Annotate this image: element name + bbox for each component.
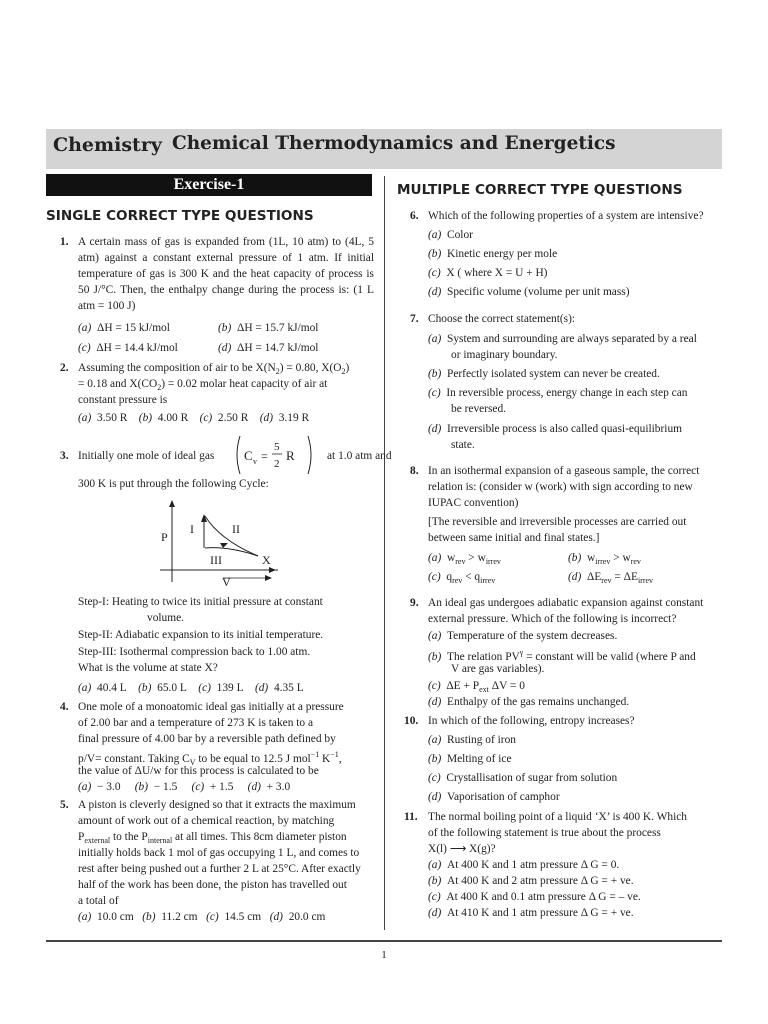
option-a: (a) Rusting of iron [428, 734, 516, 746]
option-c: (c) At 400 K and 0.1 atm pressure Δ G = – ve. [428, 891, 641, 903]
chapter-title: Chemical Thermodynamics and Energetics [172, 133, 616, 154]
option-a: (a) System and surrounding are always separated by a real [428, 333, 697, 345]
question-text-line: In which of the following, entropy increases? [428, 715, 635, 727]
option-c: (c) $\Delta E + P_{ext}$ ΔV = 0 [428, 680, 525, 694]
option-b: (b) ΔH = 15.7 kJ/mol [218, 322, 319, 334]
cv-subscript: v [253, 457, 257, 466]
fraction-denominator: 2 [274, 458, 280, 470]
option-b: (b) The relation $PV^\gamma$ = constant will be valid (where P and [428, 648, 696, 663]
column-divider [384, 176, 385, 930]
question-text-line: the value of ΔU/w for this process is calculated to be [78, 765, 319, 777]
question-number: 10. [404, 715, 419, 727]
option-c: (c) $q_{rev} < q_{irrev}$ [428, 571, 496, 585]
label-x: X [262, 553, 271, 567]
option-a: (a) $w_{rev} > w_{irrev}$ [428, 552, 501, 566]
cv-expression [234, 434, 314, 476]
option-a: (a) Color [428, 229, 473, 241]
question-text-line: at 1.0 atm and [327, 450, 392, 462]
step-1: Step-I: Heating to twice its initial pressure at constant [78, 596, 323, 608]
question-text-line: between same initial and final states.] [428, 532, 600, 544]
option-c: (c) ΔH = 14.4 kJ/mol [78, 342, 178, 354]
question-number: 2. [60, 362, 69, 374]
page-number: 1 [381, 949, 387, 961]
question-text-line: amount of work out of a chemical reaction, by matching [78, 815, 335, 827]
r-symbol: R [286, 448, 295, 463]
question-text-line: of 2.00 bar and a temperature of 273 K is taken to a [78, 717, 314, 729]
question-text-line: external pressure. Which of the following is incorrect? [428, 613, 677, 625]
question-number: 3. [60, 450, 69, 462]
question-text-line: final pressure of 4.00 bar by a reversible path defined by [78, 733, 336, 745]
question-number: 6. [410, 210, 419, 222]
question-text-line: In an isothermal expansion of a gaseous sample, the correct [428, 465, 700, 477]
question-text-line: IUPAC convention) [428, 497, 519, 509]
exercise-title: Exercise-1 [46, 174, 372, 196]
options-row: (a) 40.4 L (b) 65.0 L (c) 139 L (d) 4.35 L [78, 682, 304, 694]
question-number: 4. [60, 701, 69, 713]
question-number: 7. [410, 313, 419, 325]
question-ask: What is the volume at state X? [78, 662, 218, 674]
question-text-line: X(l) ⟶ X(g)? [428, 843, 496, 855]
option-b: (b) At 400 K and 2 atm pressure Δ G = + ve. [428, 875, 634, 887]
question-text-line: half of the work has been done, the piston has travelled out [78, 879, 347, 891]
options-row: (a) 10.0 cm (b) 11.2 cm (c) 14.5 cm (d) 20.0 cm [78, 911, 326, 923]
question-text-line: Assuming the composition of air to be $X(N_2) = 0.80$, $X(O_2)$ [78, 362, 350, 376]
question-number: 11. [404, 811, 418, 823]
option-c-cont: be reversed. [451, 403, 507, 415]
question-text-line: [The reversible and irreversible processes are carried out [428, 516, 687, 528]
question-number: 9. [410, 597, 419, 609]
pv-cycle-diagram [150, 500, 280, 590]
question-text-line: One mole of a monoatomic ideal gas initially at a pressure [78, 701, 344, 713]
options-row: (a) − 3.0 (b) − 1.5 (c) + 1.5 (d) + 3.0 [78, 781, 291, 793]
question-text-line: initially holds back 1 mol of gas occupying 1 L, and comes to [78, 847, 360, 859]
axis-label-v: V [222, 575, 231, 589]
label-iii: III [210, 553, 222, 567]
question-text-line: $P_{external}$ to the $P_{internal}$ at all times. This 8cm diameter piston [78, 831, 347, 845]
option-c: (c) Crystallisation of sugar from solution [428, 772, 618, 784]
left-section-title: SINGLE CORRECT TYPE QUESTIONS [46, 208, 314, 224]
cv-symbol: C [244, 448, 253, 463]
option-d-cont: state. [451, 439, 475, 451]
option-a: (a) At 400 K and 1 atm pressure Δ G = 0. [428, 859, 620, 871]
chapter-header [46, 129, 722, 169]
question-number: 5. [60, 799, 69, 811]
options-row: (a) 3.50 R (b) 4.00 R (c) 2.50 R (d) 3.19 R [78, 412, 310, 424]
question-text-line: 300 K is put through the following Cycle: [78, 478, 269, 490]
question-text: A certain mass of gas is expanded from (1L, 10 atm) to (4L, 5 atm) against a constant external pressure of 1 atm. If initial temperature of gas is 300 K and the heat capacity of process is 50 J/°C. Then, the enthalpy change during the process is: (1 L atm = 100 J) [78, 236, 374, 312]
question-text-line: a total of [78, 895, 119, 907]
option-d: (d) $\Delta E_{rev} = \Delta E_{irrev}$ [568, 571, 654, 585]
option-c: (c) In reversible process, energy change in each step can [428, 387, 688, 399]
question-text-line: Initially one mole of ideal gas [78, 450, 215, 462]
option-c: (c) X ( where X = U + H) [428, 267, 548, 279]
question-number: 1. [60, 236, 69, 248]
axis-label-p: P [161, 530, 168, 544]
option-a-cont: or imaginary boundary. [451, 349, 558, 361]
label-i: I [190, 522, 194, 536]
question-text-line: p/V= constant. Taking $C_V$ to be equal to 12.5 J mol$^{-1}$ $K^{-1}$, [78, 750, 342, 767]
subject-title: Chemistry [53, 134, 162, 156]
label-ii: II [232, 522, 240, 536]
step-2: Step-II: Adiabatic expansion to its initial temperature. [78, 629, 324, 641]
option-a: (a) Temperature of the system decreases. [428, 630, 618, 642]
option-b: (b) $w_{irrev} > w_{rev}$ [568, 552, 641, 566]
question-number: 8. [410, 465, 419, 477]
option-a: (a) ΔH = 15 kJ/mol [78, 322, 170, 334]
option-b: (b) Melting of ice [428, 753, 512, 765]
option-d: (d) At 410 K and 1 atm pressure Δ G = + ve. [428, 907, 634, 919]
option-b-cont: V are gas variables). [451, 663, 545, 675]
question-text-line: Choose the correct statement(s): [428, 313, 576, 325]
option-d: (d) Specific volume (volume per unit mass) [428, 286, 630, 298]
right-section-title: MULTIPLE CORRECT TYPE QUESTIONS [397, 182, 683, 198]
question-text-line: = 0.18 and $X(CO_2) = 0.02$ molar heat capacity of air at [78, 378, 328, 392]
footer-rule [46, 940, 722, 942]
option-d: (d) Enthalpy of the gas remains unchanged. [428, 696, 630, 708]
option-d: (d) Vaporisation of camphor [428, 791, 560, 803]
question-text-line: relation is: (consider w (work) with sign according to new [428, 481, 693, 493]
equals-sign: = [261, 449, 268, 463]
question-text-line: Which of the following properties of a system are intensive? [428, 210, 704, 222]
option-d: (d) Irreversible process is also called quasi-equilibrium [428, 423, 683, 435]
question-text-line: constant pressure is [78, 394, 168, 406]
option-b: (b) Kinetic energy per mole [428, 248, 558, 260]
step-3: Step-III: Isothermal compression back to 1.00 atm. [78, 646, 311, 658]
step-1-cont: volume. [147, 612, 185, 624]
question-text-line: The normal boiling point of a liquid ‘X’ is 400 K. Which [428, 811, 687, 823]
long-arrow-icon: ⟶ [449, 843, 467, 855]
question-text-line: An ideal gas undergoes adiabatic expansion against constant [428, 597, 704, 609]
option-b: (b) Perfectly isolated system can never be created. [428, 368, 660, 380]
fraction-numerator: 5 [274, 441, 280, 453]
question-text-line: rest after being pushed out a further 2 L at 25°C. After exactly [78, 863, 361, 875]
question-text-line: of the following statement is true about the process [428, 827, 661, 839]
question-text-line: A piston is cleverly designed so that it extracts the maximum [78, 799, 356, 811]
option-d: (d) ΔH = 14.7 kJ/mol [218, 342, 319, 354]
